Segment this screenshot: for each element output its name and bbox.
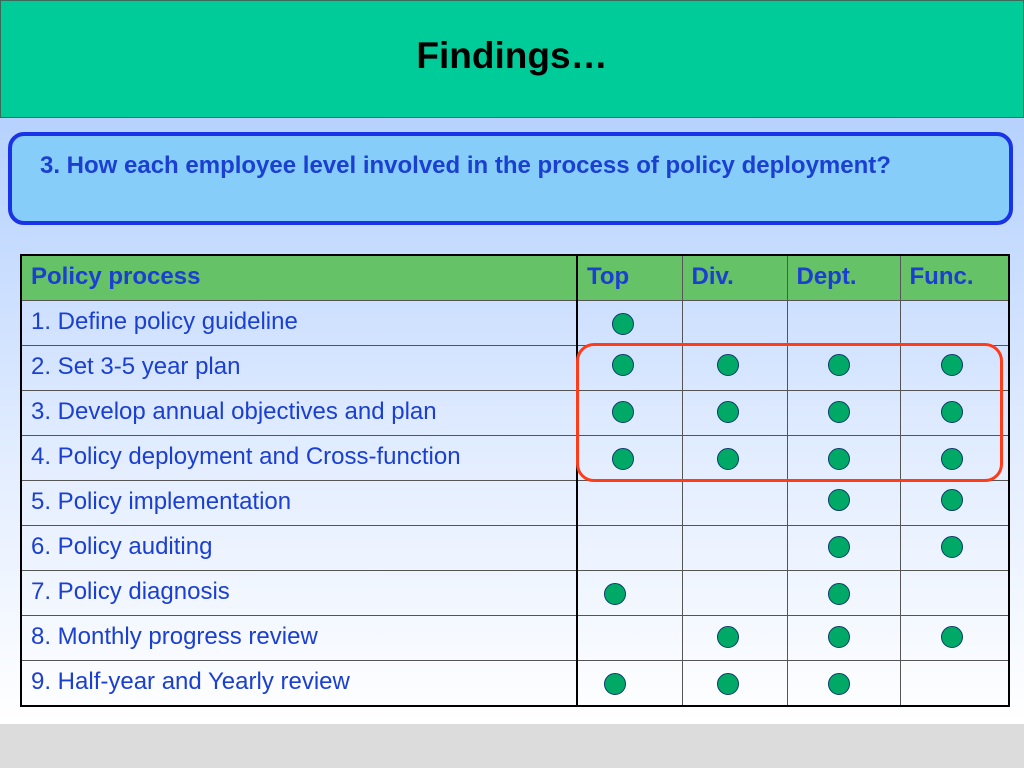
title-bar [0,0,1024,118]
involvement-dot-icon [717,448,739,470]
level-cell-div [682,301,787,346]
involvement-dot-icon [941,626,963,648]
level-cell-div [682,526,787,571]
level-cell-dept [787,436,900,481]
level-cell-top [577,391,682,436]
header-dept: Dept. [787,255,900,301]
level-cell-top [577,346,682,391]
policy-process-cell: 5. Policy implementation [21,481,577,526]
slide-title: Findings… [416,35,608,76]
level-cell-top [577,616,682,661]
level-cell-top [577,526,682,571]
table-row [21,481,1009,526]
involvement-dot-icon [612,313,634,335]
level-cell-top [577,481,682,526]
level-cell-func [900,526,1009,571]
level-cell-func [900,571,1009,616]
level-cell-dept [787,661,900,707]
table-row [21,526,1009,571]
level-cell-dept [787,616,900,661]
level-cell-div [682,391,787,436]
involvement-dot-icon [941,489,963,511]
level-cell-div [682,346,787,391]
policy-process-cell: 2. Set 3-5 year plan [21,346,577,391]
level-cell-func [900,436,1009,481]
header-policy-process: Policy process [21,255,577,301]
involvement-dot-icon [828,448,850,470]
involvement-dot-icon [941,354,963,376]
involvement-dot-icon [717,354,739,376]
involvement-dot-icon [717,401,739,423]
involvement-dot-icon [612,401,634,423]
level-cell-dept [787,526,900,571]
involvement-dot-icon [612,354,634,376]
level-cell-div [682,661,787,707]
policy-process-cell: 3. Develop annual objectives and plan [21,391,577,436]
policy-process-cell: 6. Policy auditing [21,526,577,571]
header-div: Div. [682,255,787,301]
policy-involvement-table [20,254,1010,707]
involvement-dot-icon [828,489,850,511]
level-cell-div [682,481,787,526]
level-cell-div [682,436,787,481]
involvement-dot-icon [717,626,739,648]
policy-process-cell: 4. Policy deployment and Cross-function [21,436,577,481]
table-row [21,436,1009,481]
level-cell-top [577,436,682,481]
involvement-dot-icon [941,448,963,470]
involvement-dot-icon [828,354,850,376]
level-cell-top [577,661,682,707]
involvement-dot-icon [828,401,850,423]
policy-process-cell: 9. Half-year and Yearly review [21,661,577,707]
table-row [21,391,1009,436]
involvement-dot-icon [717,673,739,695]
level-cell-dept [787,346,900,391]
involvement-dot-icon [828,536,850,558]
level-cell-func [900,301,1009,346]
level-cell-dept [787,481,900,526]
header-top: Top [577,255,682,301]
table-row [21,571,1009,616]
header-func: Func. [900,255,1009,301]
involvement-dot-icon [828,673,850,695]
involvement-dot-icon [941,536,963,558]
level-cell-dept [787,391,900,436]
table-body [21,301,1009,707]
question-text: 3. How each employee level involved in the process of policy deployment? [40,152,891,179]
level-cell-top [577,571,682,616]
involvement-dot-icon [604,673,626,695]
involvement-dot-icon [828,626,850,648]
involvement-dot-icon [941,401,963,423]
level-cell-dept [787,301,900,346]
level-cell-func [900,616,1009,661]
level-cell-div [682,571,787,616]
involvement-dot-icon [604,583,626,605]
table-header-row [21,255,1009,301]
question-box [8,132,1013,225]
level-cell-func [900,661,1009,707]
policy-process-cell: 1. Define policy guideline [21,301,577,346]
level-cell-div [682,616,787,661]
level-cell-func [900,346,1009,391]
involvement-dot-icon [828,583,850,605]
table-row [21,301,1009,346]
level-cell-func [900,391,1009,436]
table-row [21,661,1009,707]
level-cell-dept [787,571,900,616]
table-row [21,616,1009,661]
level-cell-func [900,481,1009,526]
policy-process-cell: 8. Monthly progress review [21,616,577,661]
table-row [21,346,1009,391]
policy-process-cell: 7. Policy diagnosis [21,571,577,616]
level-cell-top [577,301,682,346]
involvement-dot-icon [612,448,634,470]
